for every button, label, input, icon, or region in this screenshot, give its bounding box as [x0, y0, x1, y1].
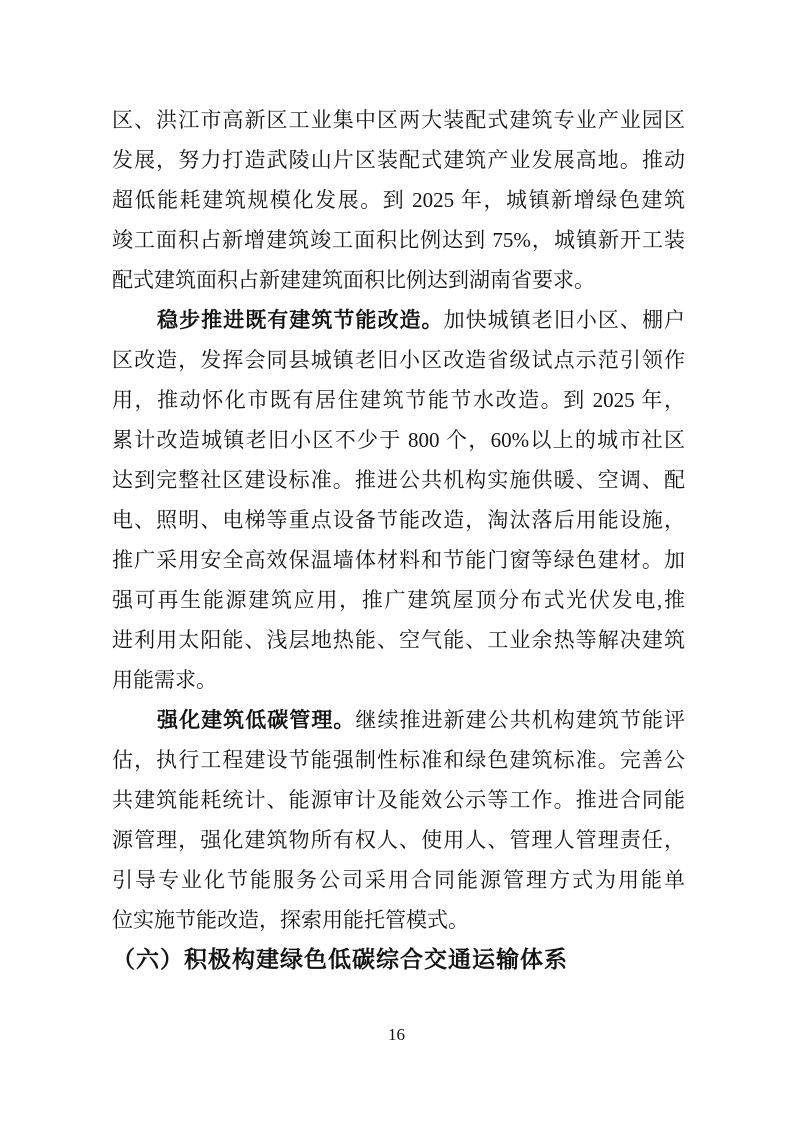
text-line: 强可再生能源建筑应用，推广建筑屋顶分布式光伏发电,推: [112, 588, 685, 612]
paragraph-lead-bold: 稳步推进既有建筑节能改造。: [156, 308, 444, 332]
text-line: 用，推动怀化市既有居住建筑节能节水改造。到 2025 年，: [112, 388, 685, 412]
paragraph-lead-rest: 继续推进新建公共机构建筑节能评: [355, 708, 686, 732]
paragraph-lead-rest: 加快城镇老旧小区、棚户: [443, 308, 686, 332]
text-line: 共建筑能耗统计、能源审计及能效公示等工作。推进合同能: [112, 788, 685, 812]
text-line: 估，执行工程建设节能强制性标准和绿色建筑标准。完善公: [112, 748, 685, 772]
text-line: [112, 700, 685, 740]
text-line: 进利用太阳能、浅层地热能、空气能、工业余热等解决建筑: [112, 628, 685, 652]
page-body-text: [112, 100, 685, 980]
text-line: 竣工面积占新增建筑竣工面积比例达到 75%，城镇新开工装: [112, 228, 685, 252]
text-line: 发展，努力打造武陵山片区装配式建筑产业发展高地。推动: [112, 148, 685, 172]
page-number: 16: [388, 1025, 405, 1044]
text-line: 推广采用安全高效保温墙体材料和节能门窗等绿色建材。加: [112, 548, 685, 572]
text-line: 超低能耗建筑规模化发展。到 2025 年，城镇新增绿色建筑: [112, 188, 685, 212]
text-line: 区、洪江市高新区工业集中区两大装配式建筑专业产业园区: [112, 108, 685, 132]
text-line: 源管理，强化建筑物所有权人、使用人、管理人管理责任，: [112, 828, 685, 852]
text-line: 达到完整社区建设标准。推进公共机构实施供暖、空调、配: [112, 468, 685, 492]
text-line: [112, 300, 685, 340]
text-line: 用能需求。: [112, 668, 217, 692]
paragraph-lead-bold: 强化建筑低碳管理。: [156, 708, 356, 732]
text-line: 区改造，发挥会同县城镇老旧小区改造省级试点示范引领作: [112, 348, 685, 372]
text-line: 电、照明、电梯等重点设备节能改造，淘汰落后用能设施，: [112, 508, 685, 532]
section-heading: （六）积极构建绿色低碳综合交通运输体系: [112, 947, 568, 972]
text-line: 累计改造城镇老旧小区不少于 800 个，60%以上的城市社区: [112, 428, 685, 452]
paragraph-indent: [112, 326, 156, 327]
text-line: 引导专业化节能服务公司采用合同能源管理方式为用能单: [112, 868, 685, 892]
paragraph-indent: [112, 726, 156, 727]
text-line: 配式建筑面积占新建建筑面积比例达到湖南省要求。: [112, 268, 595, 292]
text-line: 位实施节能改造，探索用能托管模式。: [112, 908, 469, 932]
